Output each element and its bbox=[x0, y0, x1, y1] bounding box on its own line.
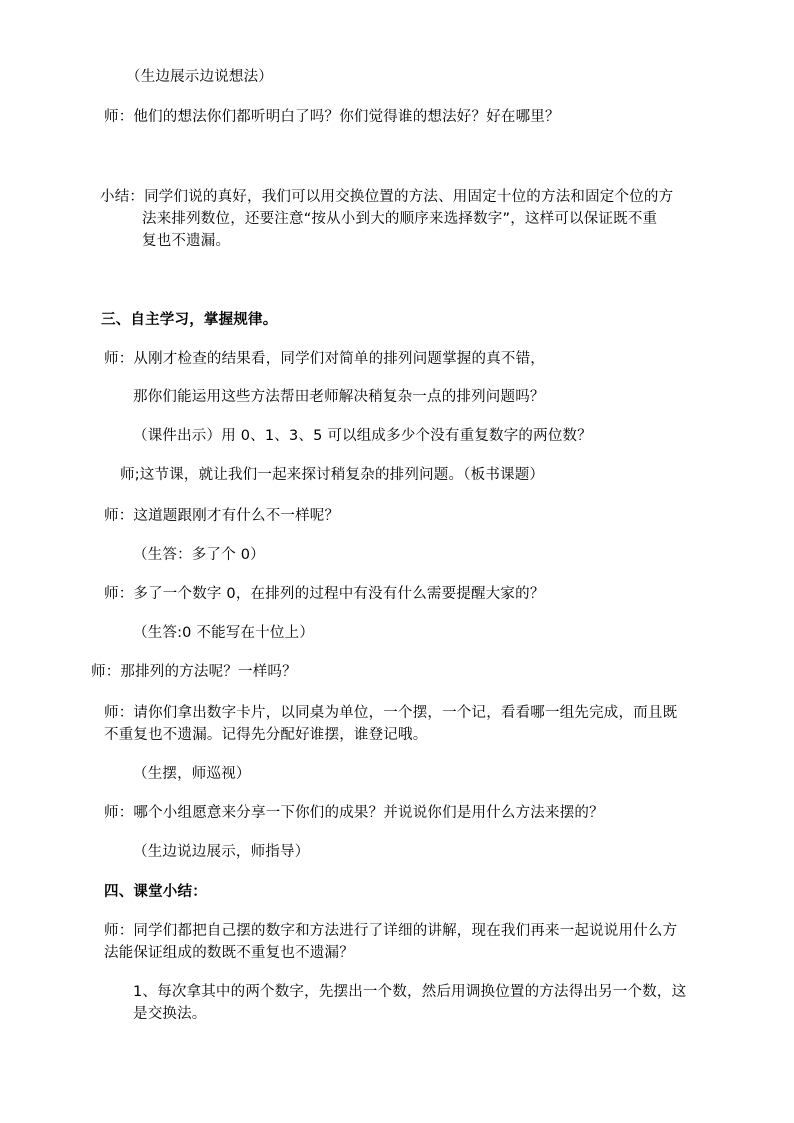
paragraph-summary-line-3: 复也不遗漏。 bbox=[142, 233, 231, 249]
paragraph-summary-teacher-line-2: 法能保证组成的数既不重复也不遗漏？ bbox=[104, 945, 354, 961]
paragraph-student-answer-1: （生答：多了个 0） bbox=[133, 547, 265, 563]
paragraph-teacher-question: 师：他们的想法你们都听明白了吗？你们觉得谁的想法好？好在哪里？ bbox=[104, 109, 560, 125]
paragraph-summary-line-2: 法来排列数位，还要注意“按从小到大的顺序来选择数字”，这样可以保证既不重 bbox=[142, 211, 658, 227]
paragraph-teacher-check: 师：从刚才检查的结果看，同学们对简单的排列问题掌握的真不错， bbox=[104, 351, 545, 367]
paragraph-courseware: （课件出示）用 0、1、3、5 可以组成多少个没有重复数字的两位数？ bbox=[133, 428, 592, 444]
section-heading-4: 四、课堂小结： bbox=[104, 884, 207, 900]
paragraph-method-1-line-1: 1、每次拿其中的两个数字，先摆出一个数，然后用调换位置的方法得出另一个数，这 bbox=[133, 984, 687, 1000]
paragraph-student-demo-2: （生边说边展示，师指导） bbox=[133, 844, 310, 860]
paragraph-student-answer-2: （生答:0 不能写在十位上） bbox=[133, 625, 315, 641]
paragraph-method-question: 师：那排列的方法呢？一样吗？ bbox=[91, 664, 297, 680]
paragraph-zero-question: 师：多了一个数字 0，在排列的过程中有没有什么需要提醒大家的？ bbox=[104, 586, 545, 602]
paragraph-card-activity-line-1: 师：请你们拿出数字卡片，以同桌为单位，一个摆，一个记，看看哪一组先完成，而且既 bbox=[104, 705, 678, 721]
paragraph-difference-question: 师：这道题跟刚才有什么不一样呢？ bbox=[104, 508, 340, 524]
paragraph-share-question: 师：哪个小组愿意来分享一下你们的成果？并说说你们是用什么方法来摆的？ bbox=[104, 805, 604, 821]
paragraph-student-demo: （生边展示边说想法） bbox=[126, 69, 273, 85]
paragraph-card-activity-line-2: 不重复也不遗漏。记得先分配好谁摆，谁登记哦。 bbox=[104, 727, 428, 743]
paragraph-complex-problem: 那你们能运用这些方法帮田老师解决稍复杂一点的排列问题吗？ bbox=[133, 389, 545, 405]
paragraph-student-arrange: （生摆，师巡视） bbox=[133, 766, 251, 782]
paragraph-method-1-line-2: 是交换法。 bbox=[133, 1006, 207, 1022]
paragraph-summary-line-1: 小结：同学们说的真好，我们可以用交换位置的方法、用固定十位的方法和固定个位的方 bbox=[100, 189, 674, 205]
section-heading-3: 三、自主学习，掌握规律。 bbox=[101, 312, 278, 328]
paragraph-lesson-topic: 师;这节课，就让我们一起来探讨稍复杂的排列问题。（板书课题） bbox=[120, 467, 545, 483]
paragraph-summary-teacher-line-1: 师：同学们都把自己摆的数字和方法进行了详细的讲解，现在我们再来一起说说用什么方 bbox=[104, 923, 678, 939]
